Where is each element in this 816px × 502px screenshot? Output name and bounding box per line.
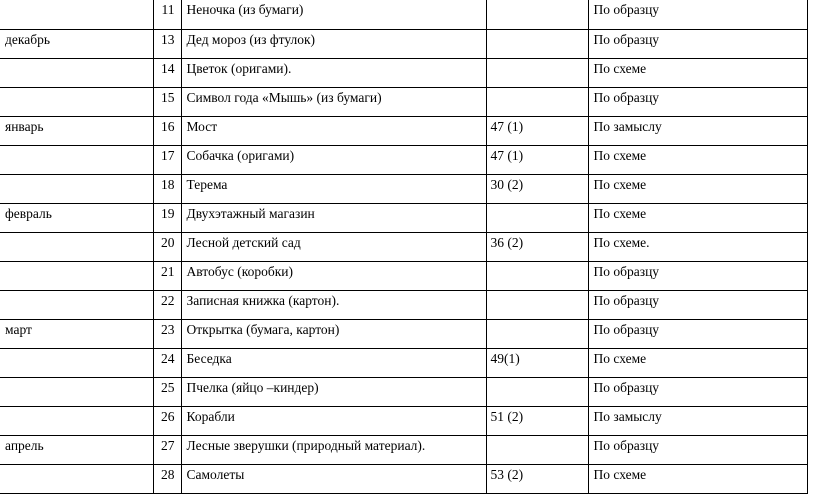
activity-name-cell: Самолеты: [181, 464, 486, 493]
work-form-cell: По образцу: [588, 319, 808, 348]
number-cell: 26: [153, 406, 181, 435]
work-form-cell: По замыслу: [588, 406, 808, 435]
table-row: [0, 174, 808, 203]
number-cell: 23: [153, 319, 181, 348]
work-form-cell: По образцу: [588, 290, 808, 319]
activity-name-cell: Двухэтажный магазин: [181, 203, 486, 232]
work-form-cell: По замыслу: [588, 116, 808, 145]
activity-name-cell: Автобус (коробки): [181, 261, 486, 290]
table-row: [0, 116, 808, 145]
month-cell: [0, 232, 153, 261]
page-ref-cell: [486, 0, 588, 29]
table-row: [0, 145, 808, 174]
month-cell: [0, 290, 153, 319]
page-ref-cell: 49(1): [486, 348, 588, 377]
page-ref-cell: [486, 319, 588, 348]
number-cell: 25: [153, 377, 181, 406]
work-form-cell: По образцу: [588, 377, 808, 406]
month-cell: [0, 145, 153, 174]
work-form-cell: По образцу: [588, 435, 808, 464]
activity-name-cell: Пчелка (яйцо –киндер): [181, 377, 486, 406]
table-row: [0, 377, 808, 406]
activity-name-cell: Лесные зверушки (природный материал).: [181, 435, 486, 464]
number-cell: 11: [153, 0, 181, 29]
month-cell: март: [0, 319, 153, 348]
work-form-cell: По образцу: [588, 0, 808, 29]
table-row: [0, 203, 808, 232]
number-cell: 24: [153, 348, 181, 377]
activity-name-cell: Записная книжка (картон).: [181, 290, 486, 319]
work-form-cell: По схеме: [588, 348, 808, 377]
page-ref-cell: 47 (1): [486, 116, 588, 145]
activity-name-cell: Терема: [181, 174, 486, 203]
activity-name-cell: Лесной детский сад: [181, 232, 486, 261]
number-cell: 19: [153, 203, 181, 232]
table-row: [0, 58, 808, 87]
activity-name-cell: Цветок (оригами).: [181, 58, 486, 87]
table-row: [0, 406, 808, 435]
work-form-cell: По схеме: [588, 58, 808, 87]
number-cell: 20: [153, 232, 181, 261]
work-form-cell: По образцу: [588, 261, 808, 290]
month-cell: [0, 406, 153, 435]
number-cell: 18: [153, 174, 181, 203]
page-ref-cell: 47 (1): [486, 145, 588, 174]
month-cell: [0, 58, 153, 87]
activity-name-cell: Открытка (бумага, картон): [181, 319, 486, 348]
page-ref-cell: [486, 87, 588, 116]
work-form-cell: По схеме: [588, 174, 808, 203]
page-ref-cell: [486, 58, 588, 87]
page-ref-cell: [486, 203, 588, 232]
number-cell: 16: [153, 116, 181, 145]
month-cell: [0, 261, 153, 290]
table-row: [0, 319, 808, 348]
table-row: [0, 87, 808, 116]
month-cell: [0, 377, 153, 406]
number-cell: 14: [153, 58, 181, 87]
page-ref-cell: [486, 29, 588, 58]
activity-name-cell: Символ года «Мышь» (из бумаги): [181, 87, 486, 116]
work-form-cell: По образцу: [588, 87, 808, 116]
number-cell: 22: [153, 290, 181, 319]
activity-name-cell: Беседка: [181, 348, 486, 377]
number-cell: 27: [153, 435, 181, 464]
number-cell: 28: [153, 464, 181, 493]
page-ref-cell: 30 (2): [486, 174, 588, 203]
page-ref-cell: 36 (2): [486, 232, 588, 261]
page-ref-cell: [486, 435, 588, 464]
number-cell: 17: [153, 145, 181, 174]
table-row: [0, 0, 808, 29]
month-cell: январь: [0, 116, 153, 145]
month-cell: [0, 174, 153, 203]
page-ref-cell: [486, 261, 588, 290]
activity-name-cell: Неночка (из бумаги): [181, 0, 486, 29]
work-form-cell: По схеме.: [588, 232, 808, 261]
page-ref-cell: [486, 290, 588, 319]
work-form-cell: По схеме: [588, 464, 808, 493]
page-ref-cell: 53 (2): [486, 464, 588, 493]
number-cell: 13: [153, 29, 181, 58]
activity-name-cell: Собачка (оригами): [181, 145, 486, 174]
table-row: [0, 232, 808, 261]
activity-name-cell: Дед мороз (из фтулок): [181, 29, 486, 58]
month-cell: [0, 0, 153, 29]
table-row: [0, 464, 808, 493]
table-row: [0, 435, 808, 464]
table-row: [0, 290, 808, 319]
work-form-cell: По образцу: [588, 29, 808, 58]
month-cell: апрель: [0, 435, 153, 464]
table-row: [0, 29, 808, 58]
number-cell: 15: [153, 87, 181, 116]
number-cell: 21: [153, 261, 181, 290]
work-form-cell: По схеме: [588, 203, 808, 232]
month-cell: декабрь: [0, 29, 153, 58]
month-cell: февраль: [0, 203, 153, 232]
activity-name-cell: Корабли: [181, 406, 486, 435]
work-form-cell: По схеме: [588, 145, 808, 174]
table-row: [0, 348, 808, 377]
month-cell: [0, 348, 153, 377]
activity-name-cell: Мост: [181, 116, 486, 145]
month-cell: [0, 87, 153, 116]
month-cell: [0, 464, 153, 493]
page-ref-cell: [486, 377, 588, 406]
page-ref-cell: 51 (2): [486, 406, 588, 435]
table-row: [0, 261, 808, 290]
